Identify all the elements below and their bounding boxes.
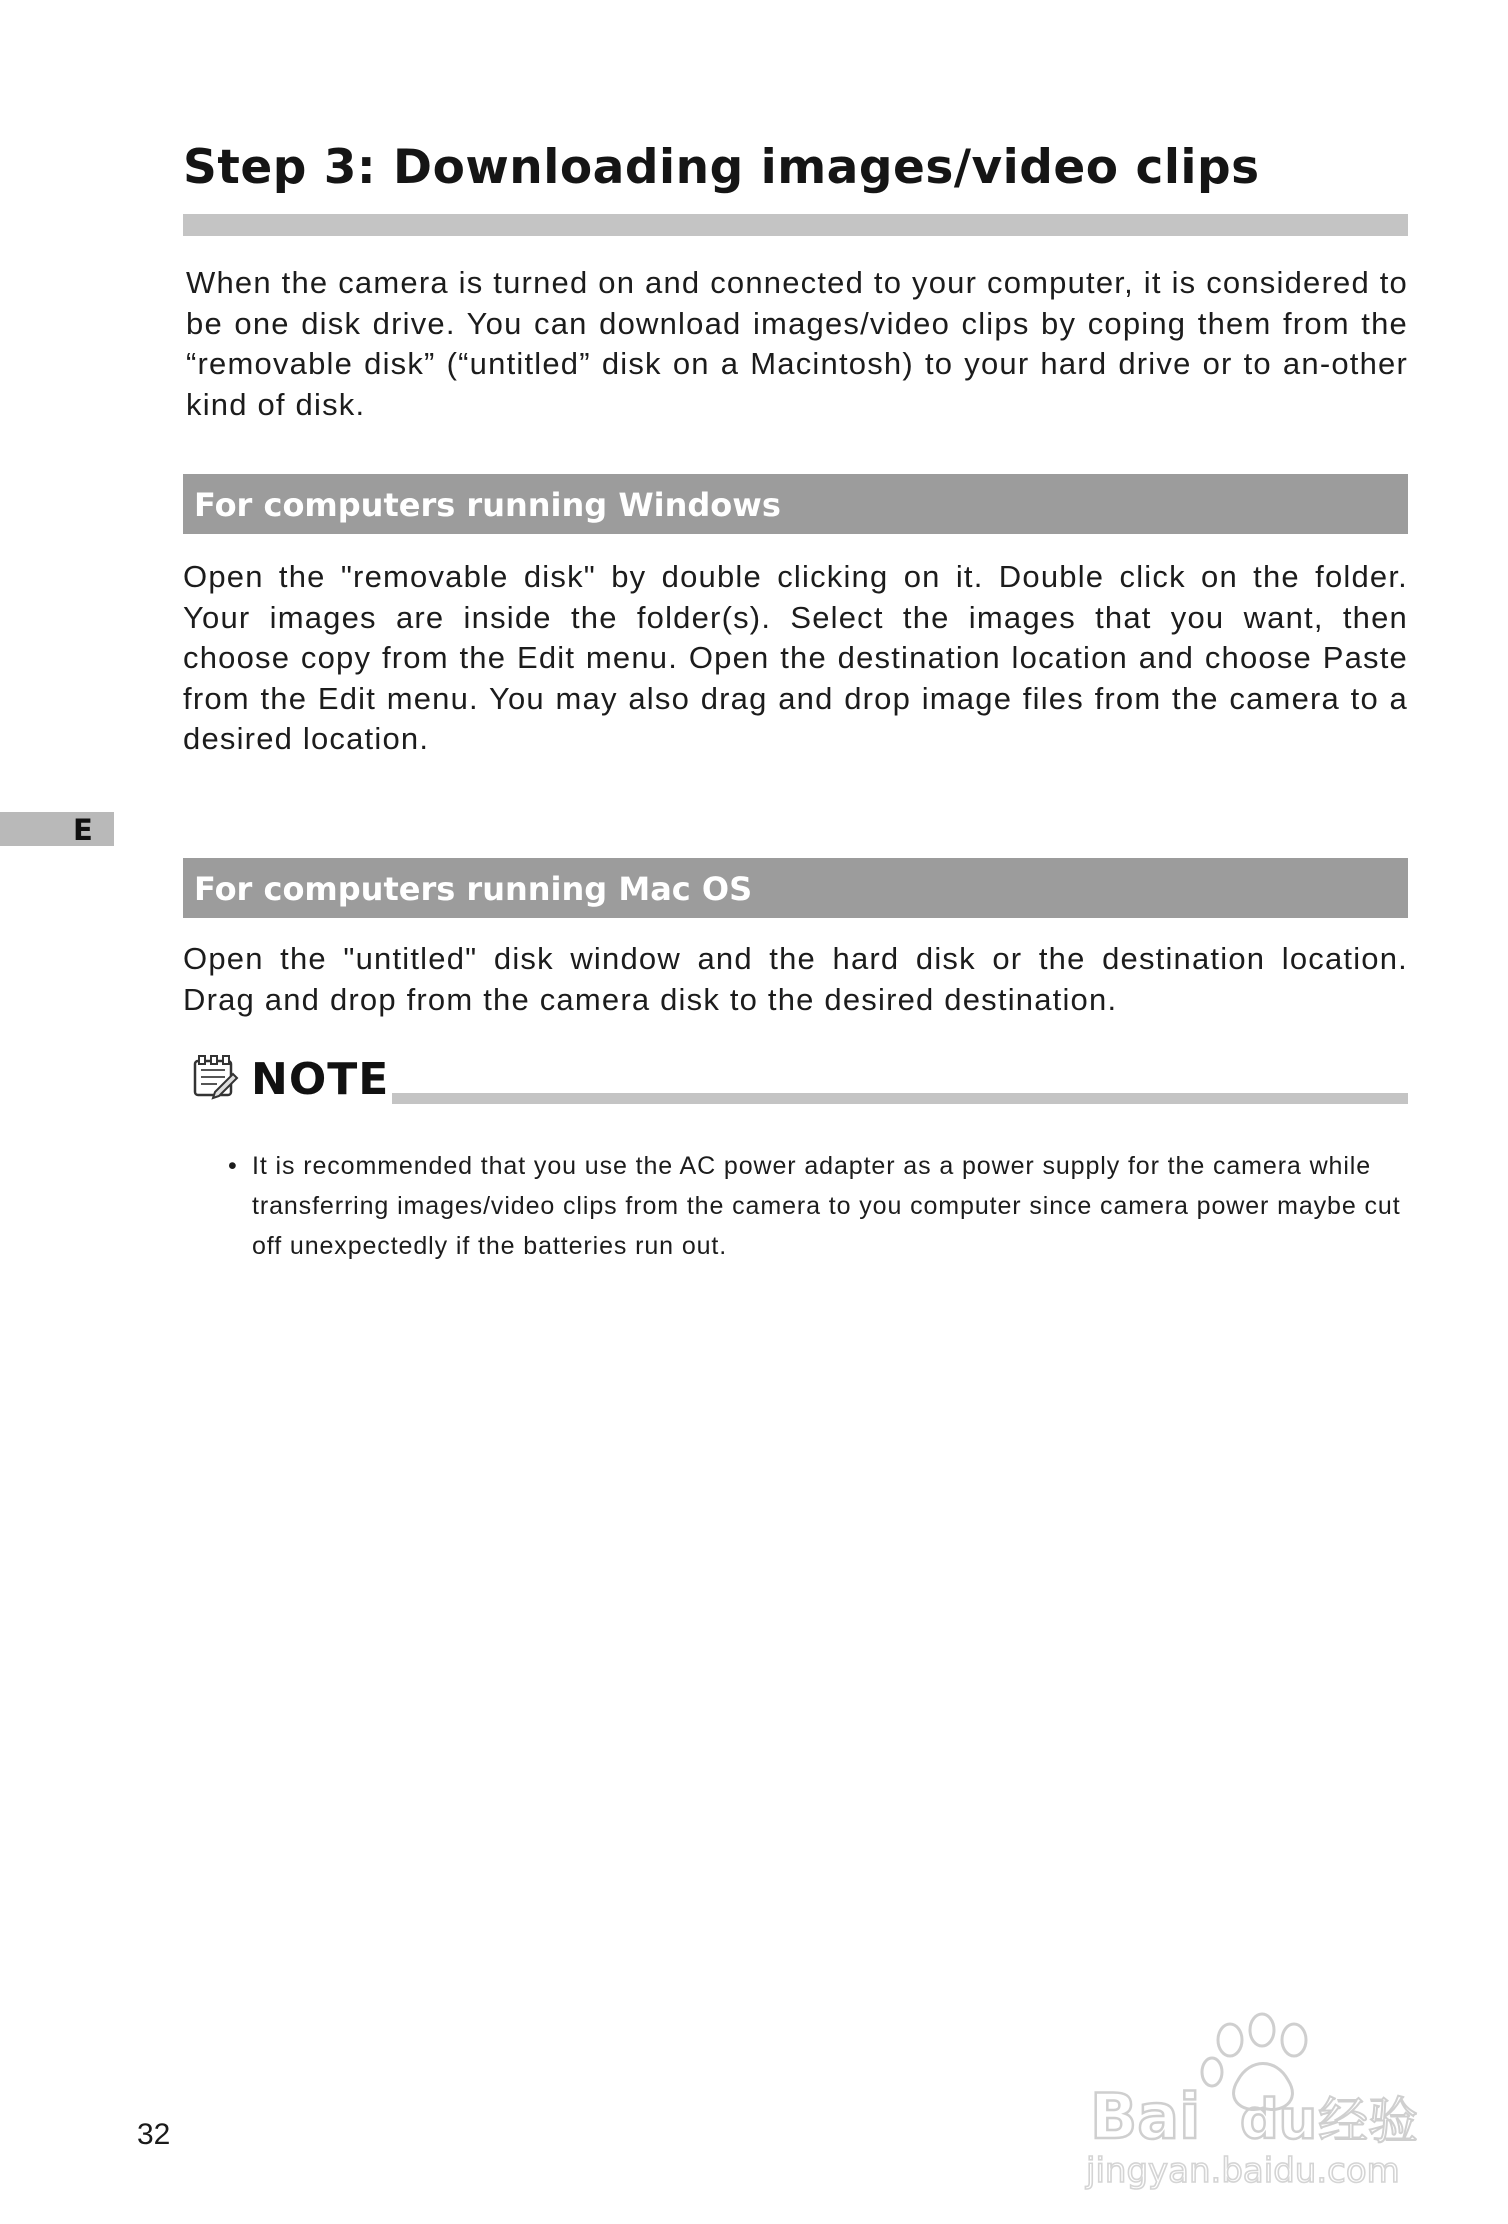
bullet-icon: • bbox=[228, 1152, 238, 1180]
mac-paragraph: Open the "untitled" disk window and the hard disk or the destination location. Drag and drop from the camera disk to the desired destination. bbox=[183, 941, 1408, 1017]
svg-text:jingyan.baidu.com: jingyan.baidu.com bbox=[1086, 2151, 1400, 2190]
note-rule bbox=[392, 1093, 1408, 1104]
windows-paragraph: Open the "removable disk" by double clicking on it. Double click on the folder. Your images are inside the folder(s). Select the images that you want, then choose copy from the Edit menu. Open the destination location and choose Paste from the Edit menu. You may also drag and drop image files from the camera to a desired location. bbox=[183, 559, 1408, 756]
note-label: NOTE bbox=[251, 1054, 390, 1105]
intro-paragraph: When the camera is turned on and connected to your computer, it is considered to be one disk drive. You can download images/video clips by coping them from the “removable disk” (“untitled” disk on a Macintosh) to your hard drive or to an-other kind of disk. bbox=[186, 265, 1408, 422]
page-title: Step 3: Downloading images/video clips bbox=[183, 140, 1260, 195]
note-pad-icon bbox=[185, 1050, 239, 1104]
page-number: 32 bbox=[137, 2118, 171, 2151]
mac-section-heading: For computers running Mac OS bbox=[194, 870, 753, 908]
windows-section-header bbox=[183, 474, 1408, 534]
svg-text:Bai: Bai bbox=[1090, 2080, 1201, 2153]
note-list bbox=[228, 1146, 1408, 1266]
svg-text:du: du bbox=[1240, 2088, 1318, 2151]
note-item-text: It is recommended that you use the AC power adapter as a power supply for the camera while transferring images/video clips from the camera to you computer since camera power maybe cut off unexpectedly if the batteries run out. bbox=[252, 1152, 1401, 1260]
windows-section-heading: For computers running Windows bbox=[194, 486, 781, 524]
svg-text:经验: 经验 bbox=[1318, 2092, 1418, 2150]
language-side-tab bbox=[0, 812, 114, 846]
note-item bbox=[228, 1146, 1408, 1266]
mac-section-header bbox=[183, 858, 1408, 918]
title-rule bbox=[183, 214, 1408, 236]
baidu-watermark-logo bbox=[1080, 2010, 1440, 2190]
language-side-tab-label: E bbox=[73, 813, 93, 847]
